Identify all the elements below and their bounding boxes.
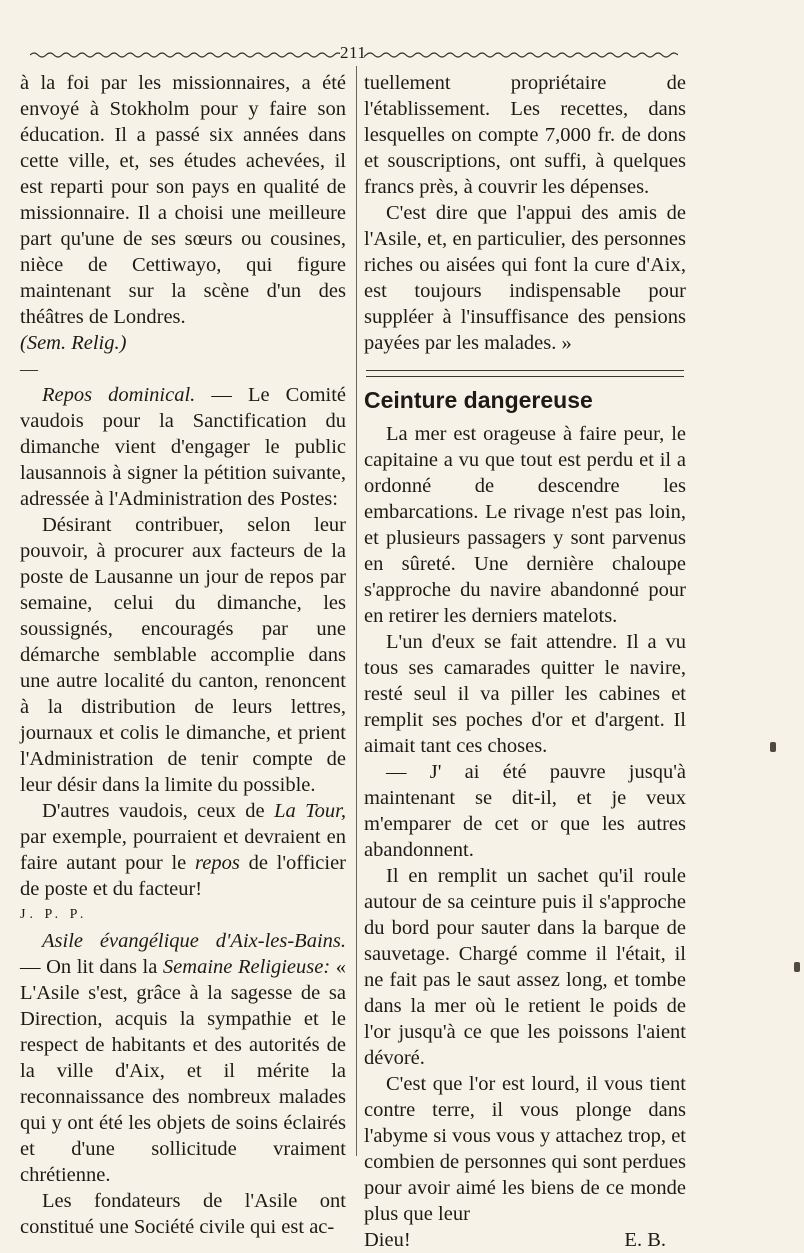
- separator-dash: —: [20, 359, 39, 379]
- fondateurs-paragraph: Les fondateurs de l'Asile ont constitué une Société civile qui est ac-: [20, 1190, 346, 1238]
- closing-word: Dieu!: [364, 1229, 411, 1251]
- story-paragraph-2: L'un d'eux se fait attendre. Il a vu tous ses camarades quitter le navire, resté seul il va piller les cabines et remplit ses poches d'or et d'argent. Il aimait tant ces choses.: [364, 631, 686, 757]
- margin-ink-mark: [794, 962, 800, 972]
- right-column: [364, 70, 686, 1253]
- article-title: Ceinture dangereuse: [364, 387, 593, 413]
- autres-vaudois-paragraph: [20, 798, 346, 902]
- story-paragraph-5: C'est que l'or est lourd, il vous tient contre terre, il vous plonge dans l'abyme si vous vous y attachez trop, et combien de personnes qui sont perdues pour avoir aimé les biens de ce monde plus que leur: [364, 1073, 686, 1225]
- author-signature: E. B.: [624, 1229, 666, 1251]
- repos-dominical-intro: — Le Comité vaudois pour la Sanctification du dimanche vient d'engager le public lausannois à signer la pétition suivante, adressée à l'Administration des Postes:: [20, 384, 346, 510]
- section-double-rule: [366, 370, 684, 377]
- repos-dominical-paragraph: [20, 382, 346, 512]
- etablissement-paragraph: tuellement propriétaire de l'établissement. Les recettes, dans lesquelles on compte 7,000 fr. de dons et souscriptions, ont suffi, à quelques francs près, à couvrir les dépenses.: [364, 72, 686, 198]
- autres-text-c: de l'officier de poste et du facteur!: [20, 852, 346, 900]
- asile-intro: — On lit dans la: [20, 956, 163, 978]
- story-paragraph-3: — J' ai été pauvre jusqu'à maintenant se dit-il, et je veux m'emparer de cet or que les autres abandonnent.: [364, 761, 686, 861]
- autres-text-b: par exemple, pourraient et devraient en faire autant pour le: [20, 826, 346, 874]
- missionary-paragraph: à la foi par les missionnaires, a été envoyé à Stokholm pour y faire son éducation. Il a passé six années dans cette ville, et, ses études achevées, il est reparti pour son pays en qualité de missionnaire. Il a choisi une meilleure part qu'une de ses sœurs ou cousines, nièce de Cettiwayo, qui figure maintenant sur la scène d'un des théâtres de Londres.: [20, 72, 346, 328]
- closing-line: [364, 1227, 686, 1253]
- semaine-religieuse-italic: Semaine Religieuse:: [162, 956, 331, 978]
- autres-text-a: D'autres vaudois, ceux de: [42, 800, 275, 822]
- asile-heading: Asile évangélique d'Aix-les-Bains.: [42, 930, 346, 952]
- la-tour-italic: La Tour,: [274, 800, 346, 822]
- repos-dominical-heading: Repos dominical.: [42, 384, 196, 406]
- asile-quote: « L'Asile s'est, grâce à la sagesse de sa Direction, acquis la sympathie et le respect de habitants et des autorités de la ville d'Aix, et il mérite la reconnaissance des nombreux malades qui y ont été les objets de soins éclairés et d'une sollicitude vraiment chrétienne.: [20, 956, 347, 1186]
- story-paragraph-1: La mer est orageuse à faire peur, le capitaine a vu que tout est perdu et il a ordonné de descendre les embarcations. Le rivage n'est pas loin, et plusieurs passagers y sont parvenus en sûreté. Une dernière chaloupe s'approche du navire abandonné pour en retirer les derniers matelots.: [364, 423, 686, 627]
- column-divider: [356, 66, 357, 1156]
- asile-paragraph: [20, 928, 346, 1188]
- page-number: 211: [340, 43, 367, 62]
- story-paragraph-4: Il en remplit un sachet qu'il roule autour de sa ceinture puis il s'approche du bord pour sauter dans la barque de sauvetage. Chargé comme il l'était, il ne fait pas le saut assez long, et tombe dans la mer où le retient le poids de l'or jusqu'à ce que les poissons l'aient dévoré.: [364, 865, 686, 1069]
- repos-italic: repos: [195, 852, 240, 874]
- left-column: [20, 70, 346, 1240]
- appui-paragraph: C'est dire que l'appui des amis de l'Asile, et, en particulier, des personnes riches ou aisées qui font la cure d'Aix, est toujours indispensable pour suppléer à l'insuffisance des pensions payées par les malades. »: [364, 202, 686, 354]
- margin-ink-mark: [770, 742, 776, 752]
- source-sem-relig: (Sem. Relig.): [20, 332, 127, 354]
- initials-jpp: J. P. P.: [20, 907, 88, 922]
- petition-paragraph: Désirant contribuer, selon leur pouvoir, à procurer aux facteurs de la poste de Lausanne un jour de repos par semaine, celui du dimanche, les soussignés, encouragés par une démarche semblable accomplie dans une autre localité du canton, renoncent à la distribution de leurs lettres, journaux et colis le dimanche, et prient l'Administration de tenir compte de leur désir dans la limite du possible.: [20, 514, 346, 796]
